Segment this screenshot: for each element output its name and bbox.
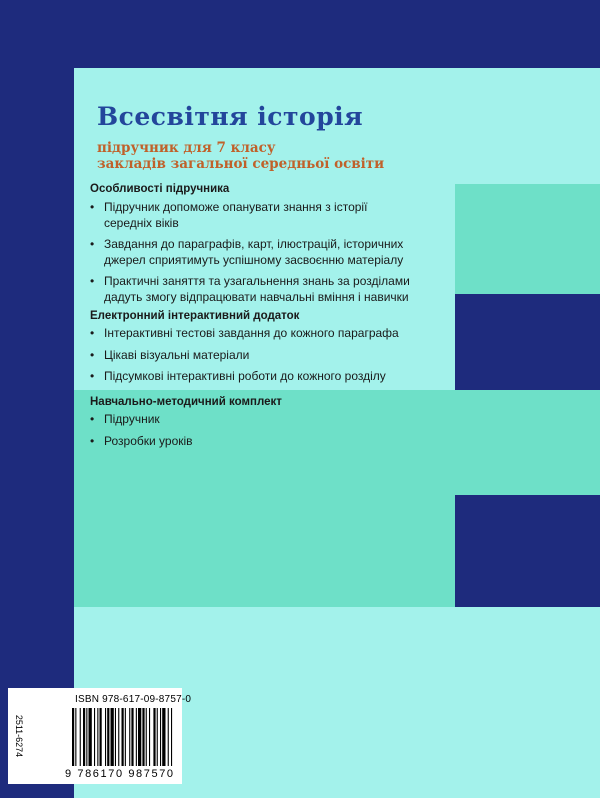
- cover-panel-teal-mid: [74, 495, 455, 607]
- list-item: • Практичні заняття та узагальнення знань за розділами дадуть змогу відпрацювати навчальні вміння і навички: [90, 274, 410, 305]
- list-item: • Завдання до параграфів, карт, ілюстрацій, історичних джерел сприятимуть успішному засвоєнню матеріалу: [90, 237, 410, 268]
- features-heading: Особливості підручника: [90, 183, 230, 195]
- kit-heading: Навчально-методичний комплект: [90, 396, 282, 408]
- list-item: • Підручник допоможе опанувати знання з історії середніх віків: [90, 200, 410, 231]
- book-subtitle: [97, 140, 384, 172]
- subtitle-line-2: закладів загальної середньої освіти: [97, 156, 385, 172]
- ean-digits: 9 786170 987570: [65, 768, 175, 780]
- kit-list: [90, 412, 193, 449]
- list-item: • Розробки уроків: [90, 434, 193, 450]
- list-item: • Цікаві візуальні матеріали: [90, 348, 399, 364]
- isbn-number: ISBN 978-617-09-8757-0: [75, 694, 192, 705]
- features-list: [90, 200, 410, 305]
- cover-panel-teal-right: [455, 184, 600, 294]
- book-title: Всесвітня історія: [97, 102, 364, 131]
- electronic-heading: Електронний інтерактивний додаток: [90, 310, 300, 322]
- side-code-text: 2511-6274: [14, 714, 24, 758]
- subtitle-line-1: підручник для 7 класу: [97, 140, 276, 156]
- side-code: [12, 700, 26, 772]
- cover-panel-navy-right: [455, 294, 600, 390]
- cover-panel-navy-lower: [455, 495, 600, 607]
- list-item: • Підсумкові інтерактивні роботи до кожного розділу: [90, 369, 399, 385]
- electronic-list: [90, 326, 399, 385]
- list-item: • Інтерактивні тестові завдання до кожного параграфа: [90, 326, 399, 342]
- list-item: • Підручник: [90, 412, 193, 428]
